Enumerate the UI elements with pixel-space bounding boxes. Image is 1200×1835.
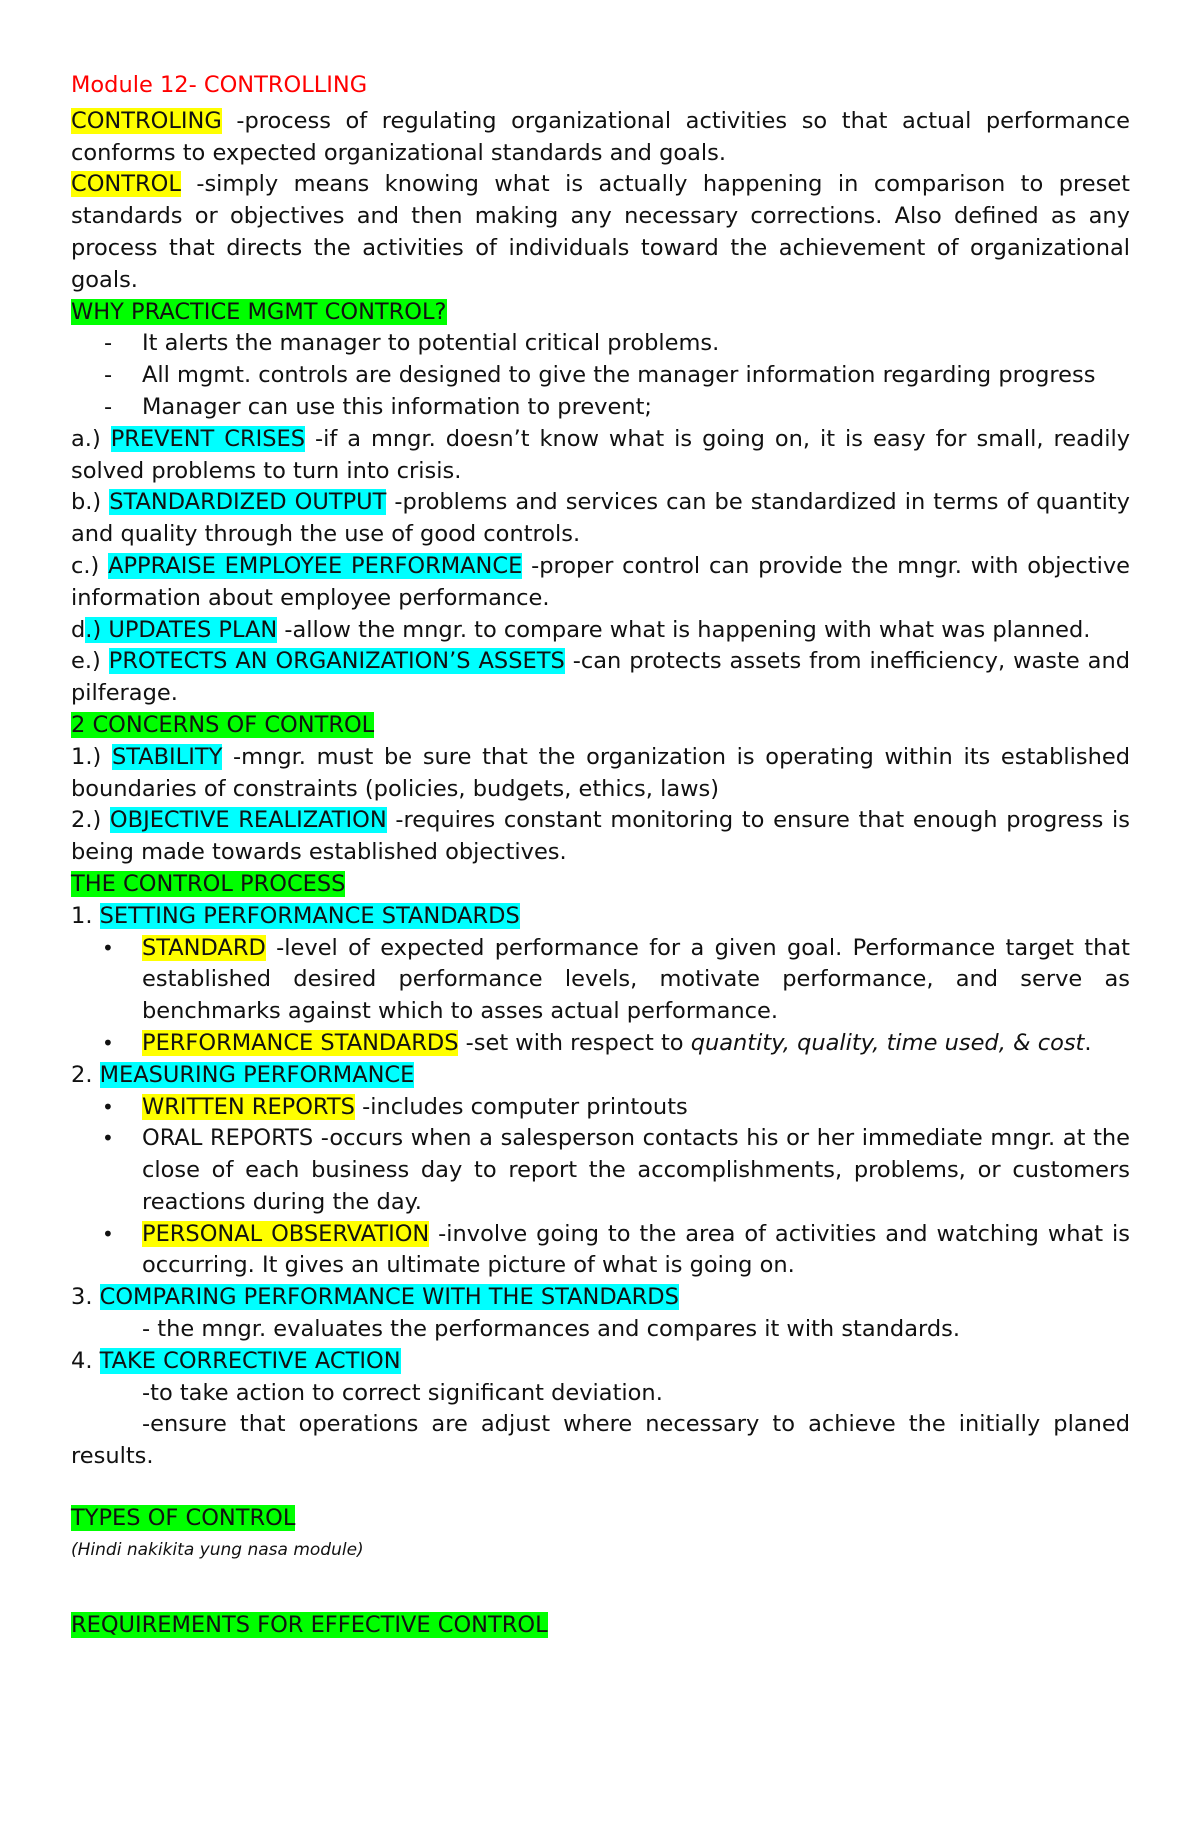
term-controlling: CONTROLING	[71, 107, 222, 134]
bullet-item: • ORAL REPORTS -occurs when a salesperson contacts his or her immediate mngr. at the close of each business day to report the accomplishments, problems, or customers reactions during the day.	[102, 1125, 1130, 1215]
process-step-2: 2. MEASURING PERFORMANCE	[71, 1061, 415, 1088]
requirements-heading: REQUIREMENTS FOR EFFECTIVE CONTROL	[71, 1611, 548, 1638]
step-4-text-2: -ensure that operations are adjust where necessary to achieve the initially planed results.	[71, 1411, 1130, 1470]
prevent-item: d.) UPDATES PLAN -allow the mngr. to compare what is happening with what was planned.	[71, 616, 1091, 643]
process-heading: THE CONTROL PROCESS	[71, 870, 346, 897]
controlling-text: -process of regulating organizational activities so that actual performance conforms to expected organizational standards and goals.	[71, 107, 1130, 166]
bullet-marker: •	[102, 1221, 114, 1246]
process-step-4: 4. TAKE CORRECTIVE ACTION	[71, 1347, 401, 1374]
why-item: - All mgmt. controls are designed to give the manager information regarding progress	[71, 360, 1130, 392]
prevent-item: c.) APPRAISE EMPLOYEE PERFORMANCE -proper control can provide the mngr. with objective information about employee performance.	[71, 552, 1131, 611]
dash-marker: -	[104, 330, 113, 357]
concerns-heading: 2 CONCERNS OF CONTROL	[71, 711, 375, 738]
controlling-definition	[71, 106, 1130, 170]
document-title: Module 12- CONTROLLING	[71, 72, 368, 98]
concern-item: 1.) STABILITY -mngr. must be sure that the organization is operating within its established boundaries of constraints (policies, budgets, ethics, laws)	[71, 743, 1130, 802]
bullet-marker: •	[102, 1094, 114, 1119]
term-control: CONTROL	[71, 171, 181, 198]
dash-marker: -	[104, 393, 113, 420]
prevent-item: b.) STANDARDIZED OUTPUT -problems and services can be standardized in terms of quantity and quality through the use of good controls.	[71, 489, 1130, 548]
spacer	[71, 1580, 1130, 1610]
types-heading: TYPES OF CONTROL	[71, 1505, 296, 1532]
prevent-item: a.) PREVENT CRISES -if a mngr. doesn’t know what is going on, it is easy for small, readily solved problems to turn into crisis.	[71, 425, 1131, 484]
bullet-marker: •	[102, 935, 114, 960]
process-step-3: 3. COMPARING PERFORMANCE WITH THE STANDARDS	[71, 1284, 679, 1311]
control-text: -simply means knowing what is actually happening in comparison to preset standards or objectives and then making any necessary corrections. Also defined as any process that directs the activities of individuals toward the achievement of organizational goals.	[71, 171, 1130, 293]
concern-item: 2.) OBJECTIVE REALIZATION -requires constant monitoring to ensure that enough progress is being made towards established objectives.	[71, 807, 1130, 866]
bullet-marker: •	[102, 1126, 114, 1151]
why-item: - Manager can use this information to prevent;	[71, 392, 1130, 424]
spacer	[71, 1473, 1130, 1503]
bullet-item: • PERFORMANCE STANDARDS -set with respect to quantity, quality, time used, & cost.	[71, 1028, 1130, 1060]
step-3-text: - the mngr. evaluates the performances and compares it with standards.	[142, 1316, 960, 1343]
types-note: (Hindi nakikita yung nasa module)	[71, 1539, 364, 1560]
bullet-marker: •	[102, 1030, 114, 1055]
control-definition	[71, 169, 1130, 296]
process-step-1: 1. SETTING PERFORMANCE STANDARDS	[71, 902, 520, 929]
bullet-item: • WRITTEN REPORTS -includes computer printouts	[71, 1092, 1130, 1124]
why-heading: WHY PRACTICE MGMT CONTROL?	[71, 298, 447, 325]
dash-marker: -	[104, 362, 113, 389]
prevent-item: e.) PROTECTS AN ORGANIZATION’S ASSETS -can protects assets from inefficiency, waste and pilferage.	[71, 648, 1130, 707]
step-4-text-1: -to take action to correct significant deviation.	[142, 1379, 663, 1406]
bullet-item: • PERSONAL OBSERVATION -involve going to the area of activities and watching what is occurring. It gives an ultimate picture of what is going on.	[102, 1220, 1130, 1279]
why-item: - It alerts the manager to potential critical problems.	[71, 328, 1130, 360]
bullet-item: • STANDARD -level of expected performance for a given goal. Performance target that established desired performance levels, motivate performance, and serve as benchmarks against which to asses actual performance.	[102, 934, 1130, 1025]
